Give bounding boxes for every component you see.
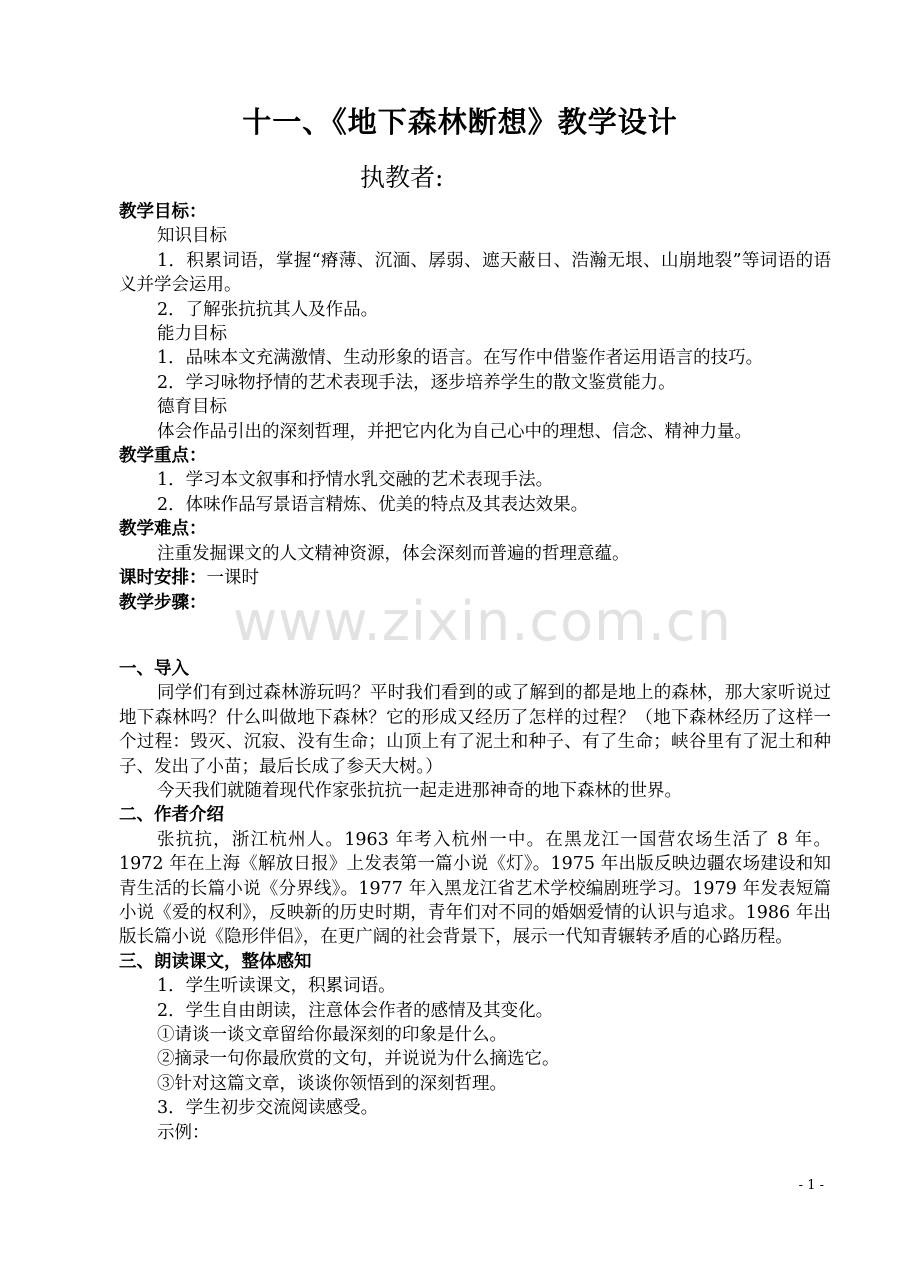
section-3-subitem-b: ②摘录一句你最欣赏的文句，并说说为什么摘选它。: [157, 1049, 560, 1070]
key-points-heading: 教学重点：: [119, 446, 207, 467]
key-point-1: 1．学习本文叙事和抒情水乳交融的艺术表现手法。: [157, 470, 554, 491]
section-2-paragraph: 张抗抗，浙江杭州人。1963 年考入杭州一中。在黑龙江一国营农场生活了 8 年。1972 年在上海《解放日报》上发表第一篇小说《灯》。1975 年出版反映边疆农场建设和知青生活的长篇小说《分界线》。1977 年入黑龙江省艺术学校编剧班学习。1979 年发表短篇小说《爱的权利》，反映新的历史时期，青年们对不同的婚姻爱情的认识与追求。1986 年出版长篇小说《隐形伴侣》，在更广阔的社会背景下，展示一代知青辗转矛盾的心路历程。: [119, 829, 831, 948]
schedule-value: 一课时: [206, 568, 259, 589]
section-3-item-2: 2．学生自由朗读，注意体会作者的感情及其变化。: [157, 1000, 554, 1021]
section-3-item-1: 1．学生听读课文，积累词语。: [157, 976, 396, 997]
schedule-heading: 课时安排：: [119, 568, 207, 589]
example-label: 示例：: [157, 1122, 210, 1143]
section-1-paragraph-2: 今天我们就随着现代作家张抗抗一起走进那神奇的地下森林的世界。: [157, 780, 682, 801]
document-body: [119, 200, 831, 1145]
section-3-heading: 三、朗读课文，整体感知: [119, 951, 312, 972]
moral-heading: 德育目标: [157, 397, 227, 418]
schedule-line: [119, 566, 831, 590]
key-point-2: 2．体味作品写景语言精炼、优美的特点及其表达效果。: [157, 494, 589, 515]
section-1-heading: 一、导入: [119, 658, 189, 679]
steps-heading: 教学步骤：: [119, 592, 207, 613]
knowledge-item-1: 1．积累词语，掌握“瘠薄、沉湎、孱弱、遮天蔽日、浩瀚无垠、山崩地裂”等词语的语义并学会运用。: [119, 250, 831, 296]
ability-heading: 能力目标: [157, 324, 227, 345]
watermark: www.zixin.com.cn: [233, 590, 732, 653]
knowledge-heading: 知识目标: [157, 226, 227, 247]
author-label: 执教者:: [360, 163, 444, 192]
section-3-item-3: 3．学生初步交流阅读感受。: [157, 1098, 379, 1119]
section-3-subitem-c: ③针对这篇文章，谈谈你领悟到的深刻哲理。: [157, 1073, 507, 1094]
moral-item-1: 体会作品引出的深刻哲理，并把它内化为自己心中的理想、信念、精神力量。: [157, 421, 752, 442]
goals-heading: 教学目标：: [119, 202, 207, 222]
page-number: - 1 -: [798, 1178, 824, 1193]
difficulty-item: 注重发掘课文的人文精神资源，体会深刻而普遍的哲理意蕴。: [157, 543, 630, 564]
knowledge-item-2: 2．了解张抗抗其人及作品。: [157, 299, 379, 320]
ability-item-2: 2．学习咏物抒情的艺术表现手法，逐步培养学生的散文鉴赏能力。: [157, 372, 676, 393]
section-1-paragraph-1: 同学们有到过森林游玩吗？平时我们看到的或了解到的都是地上的森林，那大家听说过地下森林吗？什么叫做地下森林？它的形成又经历了怎样的过程？（地下森林经历了这样一个过程：毁灭、沉寂、没有生命；山顶上有了泥土和种子、有了生命；峡谷里有了泥土和种子、发出了小苗；最后长成了参天大树。）: [119, 683, 831, 777]
ability-item-1: 1．品味本文充满激情、生动形象的语言。在写作中借鉴作者运用语言的技巧。: [157, 348, 764, 369]
section-3-subitem-a: ①请谈一谈文章留给你最深刻的印象是什么。: [157, 1025, 507, 1045]
page-title: 十一、《地下森林断想》教学设计: [242, 105, 678, 139]
section-2-heading: 二、作者介绍: [119, 805, 224, 826]
difficulty-heading: 教学难点：: [119, 519, 207, 540]
